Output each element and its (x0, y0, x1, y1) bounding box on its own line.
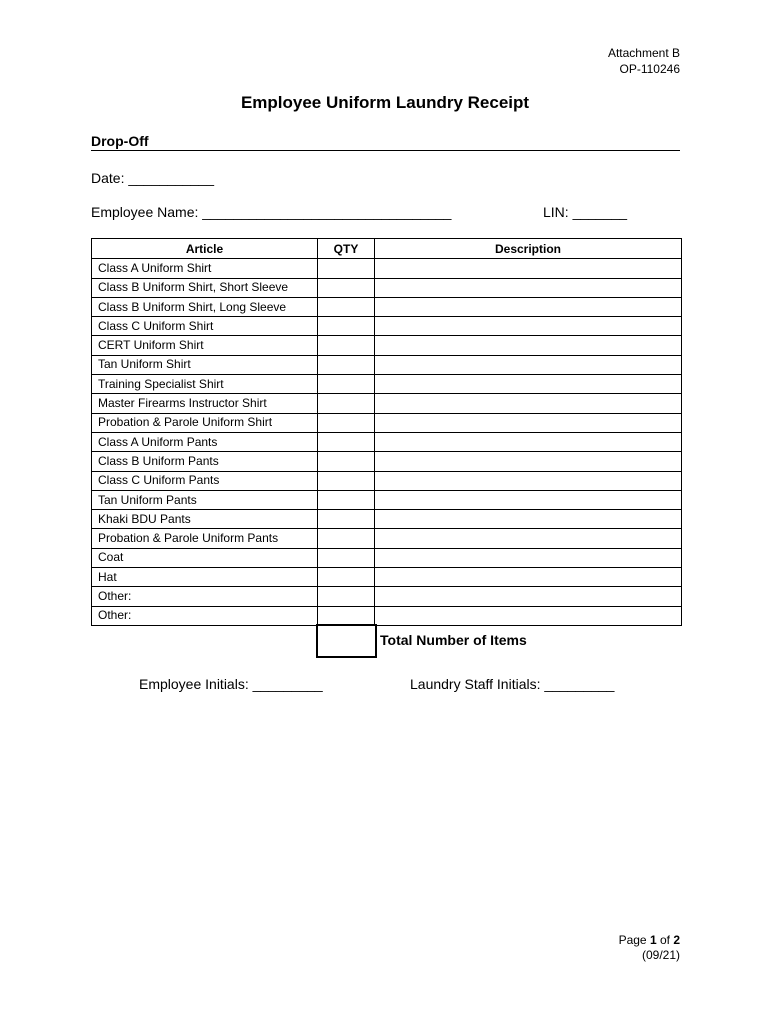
table-row (92, 490, 682, 509)
description-cell[interactable] (375, 375, 682, 394)
qty-cell[interactable] (318, 432, 375, 451)
qty-cell[interactable] (318, 413, 375, 432)
qty-cell[interactable] (318, 278, 375, 297)
table-row (92, 432, 682, 451)
column-header-article: Article (92, 239, 318, 259)
uniform-items-table (91, 238, 682, 626)
article-cell: Class A Uniform Shirt (92, 259, 318, 278)
table-row (92, 278, 682, 297)
qty-cell[interactable] (318, 510, 375, 529)
table-row (92, 317, 682, 336)
document-header (608, 45, 680, 77)
qty-cell[interactable] (318, 587, 375, 606)
article-cell: Class B Uniform Shirt, Short Sleeve (92, 278, 318, 297)
page-total: 2 (673, 933, 680, 947)
description-cell[interactable] (375, 297, 682, 316)
qty-cell[interactable] (318, 548, 375, 567)
table-row (92, 297, 682, 316)
qty-cell[interactable] (318, 297, 375, 316)
total-items-box[interactable] (316, 624, 377, 658)
lin-field[interactable]: LIN: _______ (543, 204, 628, 220)
article-cell: Probation & Parole Uniform Pants (92, 529, 318, 548)
qty-cell[interactable] (318, 336, 375, 355)
article-cell: Probation & Parole Uniform Shirt (92, 413, 318, 432)
description-cell[interactable] (375, 471, 682, 490)
description-cell[interactable] (375, 355, 682, 374)
description-cell[interactable] (375, 336, 682, 355)
description-cell[interactable] (375, 490, 682, 509)
page-prefix: Page (618, 933, 650, 947)
qty-cell[interactable] (318, 568, 375, 587)
qty-cell[interactable] (318, 606, 375, 625)
qty-cell[interactable] (318, 355, 375, 374)
page-title: Employee Uniform Laundry Receipt (240, 93, 530, 112)
description-cell[interactable] (375, 317, 682, 336)
qty-cell[interactable] (318, 394, 375, 413)
article-cell: Class B Uniform Shirt, Long Sleeve (92, 297, 318, 316)
article-cell: Khaki BDU Pants (92, 510, 318, 529)
table-row (92, 548, 682, 567)
description-cell[interactable] (375, 529, 682, 548)
table-row (92, 259, 682, 278)
table-row (92, 510, 682, 529)
page-number (619, 933, 680, 948)
description-cell[interactable] (375, 452, 682, 471)
page-of: of (656, 933, 674, 947)
date-field[interactable]: Date: ___________ (91, 170, 214, 186)
document-number: OP-110246 (619, 62, 680, 76)
table-header-row (92, 239, 682, 259)
table-row (92, 529, 682, 548)
description-cell[interactable] (375, 259, 682, 278)
description-cell[interactable] (375, 568, 682, 587)
qty-cell[interactable] (318, 471, 375, 490)
total-items-label: Total Number of Items (380, 632, 527, 648)
article-cell: Coat (92, 548, 318, 567)
description-cell[interactable] (375, 587, 682, 606)
revision-date: (09/21) (641, 948, 680, 962)
section-title-drop-off: Drop-Off (91, 133, 680, 151)
article-cell: Class B Uniform Pants (92, 452, 318, 471)
article-cell: Other: (92, 606, 318, 625)
table-row (92, 355, 682, 374)
table-row (92, 587, 682, 606)
article-cell: Class C Uniform Shirt (92, 317, 318, 336)
article-cell: Class C Uniform Pants (92, 471, 318, 490)
article-cell: Tan Uniform Shirt (92, 355, 318, 374)
employee-initials-field[interactable]: Employee Initials: _________ (139, 676, 323, 692)
qty-cell[interactable] (318, 317, 375, 336)
description-cell[interactable] (375, 606, 682, 625)
qty-cell[interactable] (318, 375, 375, 394)
table-row (92, 471, 682, 490)
attachment-label: Attachment B (607, 46, 680, 60)
table-row (92, 568, 682, 587)
description-cell[interactable] (375, 548, 682, 567)
table-row (92, 394, 682, 413)
column-header-qty: QTY (318, 239, 375, 259)
qty-cell[interactable] (318, 529, 375, 548)
page-current: 1 (649, 933, 657, 947)
description-cell[interactable] (375, 278, 682, 297)
table-body (92, 259, 682, 626)
description-cell[interactable] (375, 432, 682, 451)
qty-cell[interactable] (318, 452, 375, 471)
article-cell: CERT Uniform Shirt (92, 336, 318, 355)
description-cell[interactable] (375, 394, 682, 413)
page-footer (619, 933, 680, 963)
article-cell: Training Specialist Shirt (92, 375, 318, 394)
description-cell[interactable] (375, 510, 682, 529)
table-row (92, 375, 682, 394)
article-cell: Master Firearms Instructor Shirt (92, 394, 318, 413)
article-cell: Other: (92, 587, 318, 606)
table-row (92, 452, 682, 471)
article-cell: Tan Uniform Pants (92, 490, 318, 509)
table-row (92, 336, 682, 355)
table-row (92, 413, 682, 432)
laundry-staff-initials-field[interactable]: Laundry Staff Initials: _________ (410, 676, 615, 692)
qty-cell[interactable] (318, 490, 375, 509)
qty-cell[interactable] (318, 259, 375, 278)
article-cell: Class A Uniform Pants (92, 432, 318, 451)
article-cell: Hat (92, 568, 318, 587)
table-row (92, 606, 682, 625)
employee-name-field[interactable]: Employee Name: ________________________________ (91, 204, 452, 220)
column-header-description: Description (375, 239, 682, 259)
description-cell[interactable] (375, 413, 682, 432)
